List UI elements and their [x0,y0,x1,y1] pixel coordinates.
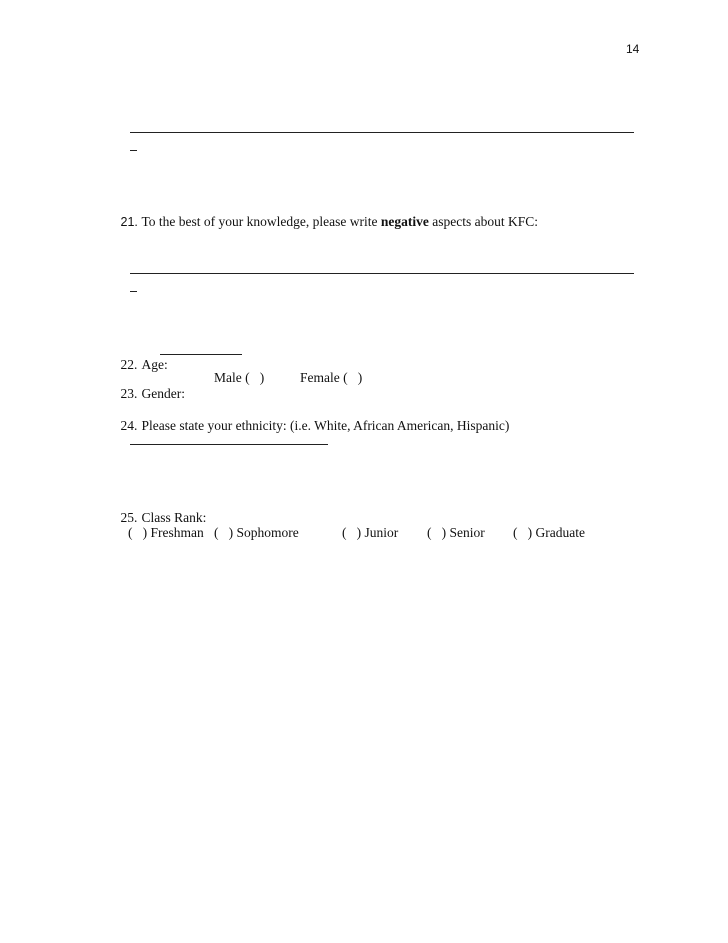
class-rank-option-junior: ( ) Junior [342,525,399,540]
class-rank-options [128,525,608,637]
question-number: 25. [120,510,138,525]
gender-option-male: Male ( ) [214,370,265,385]
class-rank-option-graduate: ( ) Graduate [513,525,585,540]
question-21-suffix: aspects about KFC: [428,214,538,229]
question-number: 21. [120,215,138,229]
question-21 [107,198,538,246]
page-number: 14 [626,42,640,56]
question-number: 22. [120,357,138,372]
answer-line-continuation [130,291,137,292]
question-21-emphasis: negative [380,214,429,229]
gender-option-female: Female ( ) [300,370,363,385]
question-23-label: Gender: [141,386,185,401]
answer-line [130,132,634,133]
ethnicity-answer-line [130,444,328,445]
class-rank-option-freshman: ( ) Freshman [128,525,204,540]
question-number: 24. [120,418,138,433]
question-22-label: Age: [141,357,168,372]
question-24-label: Please state your ethnicity: (i.e. White, African American, Hispanic) [141,418,510,433]
question-25-label: Class Rank: [141,510,207,525]
answer-line-continuation [130,150,137,151]
class-rank-option-sophomore: ( ) Sophomore [214,525,299,540]
age-answer-line [160,354,242,355]
question-24 [107,402,509,450]
class-rank-option-senior: ( ) Senior [427,525,485,540]
question-number: 23. [120,386,138,401]
question-21-prefix: To the best of your knowledge, please write [141,214,381,229]
answer-line [130,273,634,274]
